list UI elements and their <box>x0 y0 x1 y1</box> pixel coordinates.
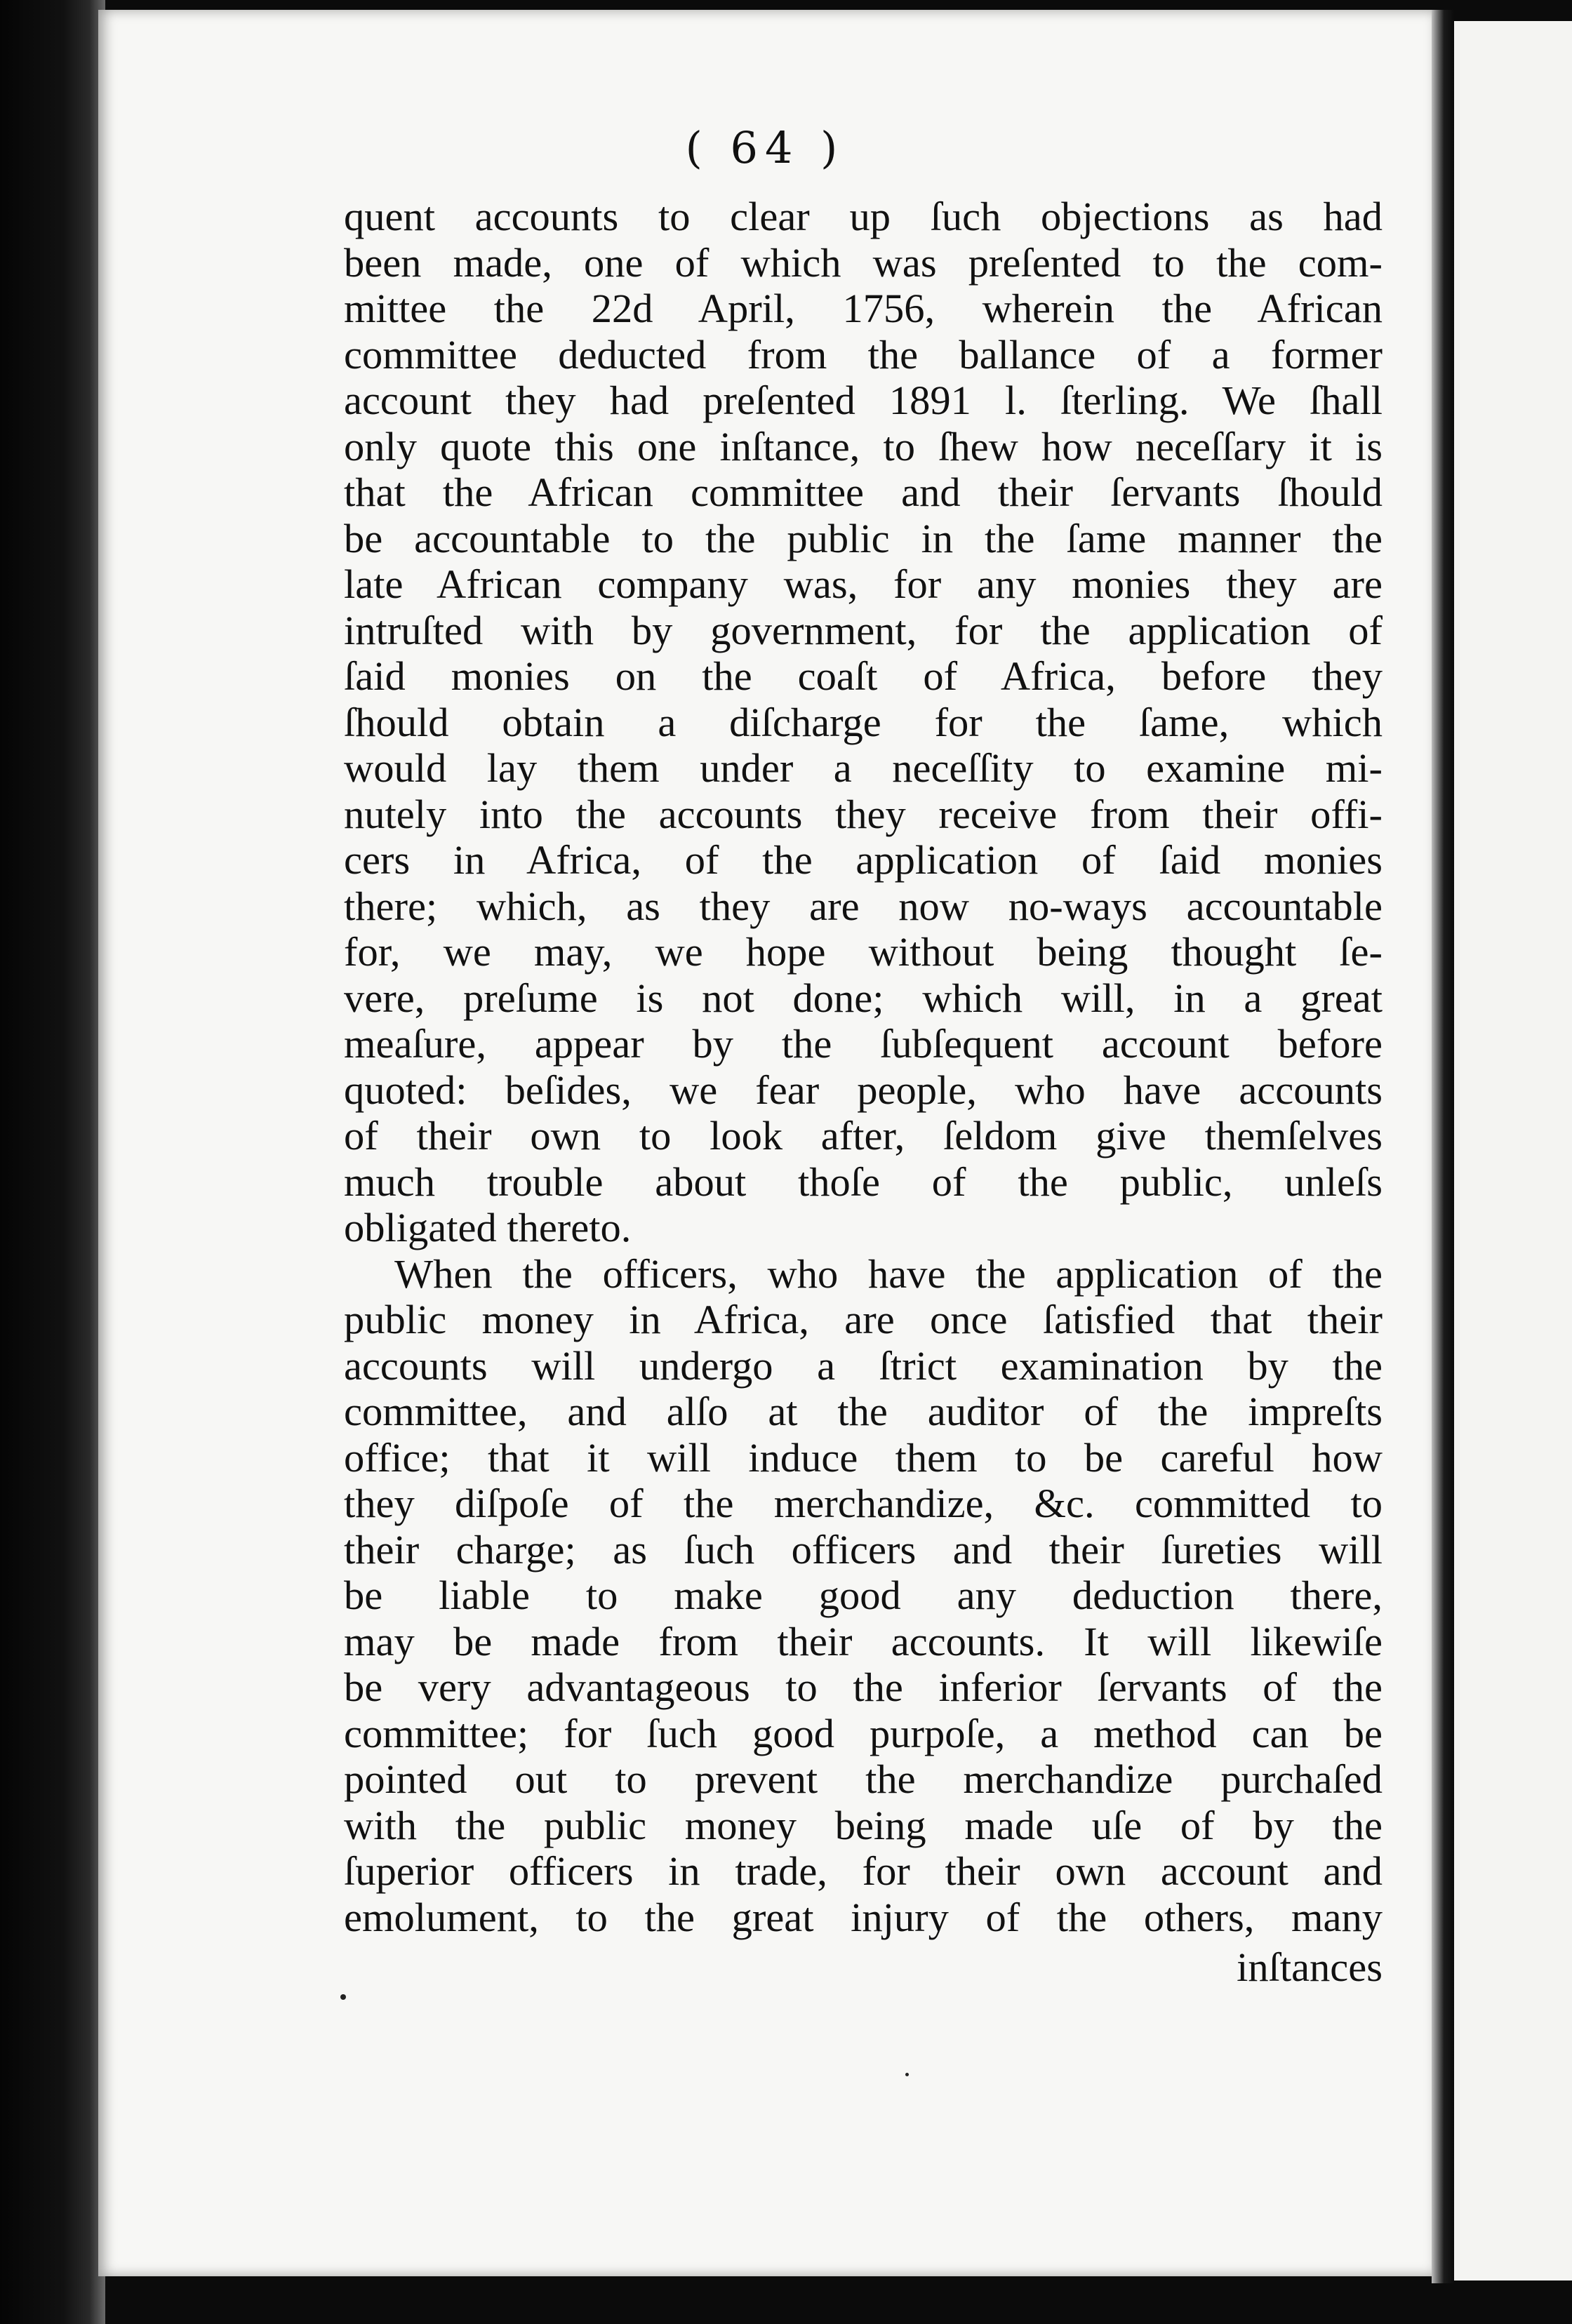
text-line: account they had preſented 1891 l. ſterling. We ſhall <box>344 378 1383 423</box>
text-line: much trouble about thoſe of the public, unleſs <box>344 1158 1383 1205</box>
text-line: been made, one of which was preſented to the com- <box>344 239 1383 286</box>
text-line: vere, preſume is not done; which will, in a great <box>344 975 1383 1021</box>
text-line: office; that it will induce them to be careful how <box>344 1434 1383 1481</box>
text-line: they diſpoſe of the merchandize, &c. committed to <box>344 1481 1383 1526</box>
text-line: committee; for ſuch good purpoſe, a method can be <box>344 1710 1383 1756</box>
page-number: ( 64 ) <box>685 122 845 173</box>
text-line: meaſure, appear by the ſubſequent account before <box>344 1021 1383 1067</box>
text-line: nutely into the accounts they receive from their offi- <box>344 791 1383 837</box>
text-line: emolument, to the great injury of the others, many <box>344 1894 1383 1940</box>
text-line: quoted: beſides, we fear people, who have accounts <box>344 1067 1383 1113</box>
text-line: pointed out to prevent the merchandize purchaſed <box>344 1756 1383 1802</box>
text-line: there; which, as they are now no-ways accountable <box>344 883 1383 929</box>
text-line: public money in Africa, are once ſatisfied that their <box>344 1297 1383 1342</box>
text-line: may be made from their accounts. It will likewiſe <box>344 1618 1383 1664</box>
text-line: for, we may, we hope without being thought ſe- <box>344 929 1383 975</box>
body-text <box>344 194 1383 1991</box>
facing-page-edge <box>1454 21 1572 2280</box>
text-line: with the public money being made uſe of by the <box>344 1802 1383 1848</box>
text-line: ſaid monies on the coaſt of Africa, before they <box>344 653 1383 699</box>
text-line: only quote this one inſtance, to ſhew how neceſſary it is <box>344 423 1383 469</box>
text-line: obligated thereto. <box>344 1205 632 1250</box>
text-line: mittee the 22d April, 1756, wherein the African <box>344 286 1383 331</box>
text-line: accounts will undergo a ſtrict examination by the <box>344 1342 1383 1389</box>
text-line: their charge; as ſuch officers and their ſureties will <box>344 1526 1383 1572</box>
text-line: committee, and alſo at the auditor of the impreſts <box>344 1389 1383 1434</box>
text-line: When the officers, who have the application of the <box>394 1250 1383 1297</box>
text-line: that the African committee and their ſervants ſhould <box>344 469 1383 515</box>
text-line: cers in Africa, of the application of ſaid monies <box>344 837 1383 883</box>
text-line: late African company was, for any monies they are <box>344 561 1383 607</box>
ink-speck <box>905 2073 909 2076</box>
text-line: quent accounts to clear up ſuch objections as had <box>344 194 1383 239</box>
text-line: be accountable to the public in the ſame manner the <box>344 515 1383 561</box>
gutter-shadow <box>1432 10 1454 2283</box>
book-page <box>98 10 1432 2276</box>
catchword: inſtances <box>1237 1944 1383 1990</box>
text-line: ſuperior officers in trade, for their own account and <box>344 1848 1383 1894</box>
text-line: would lay them under a neceſſity to examine mi- <box>344 745 1383 791</box>
text-line: ſhould obtain a diſcharge for the ſame, which <box>344 699 1383 745</box>
text-line: intruſted with by government, for the application of <box>344 607 1383 653</box>
ink-speck <box>340 1994 346 2000</box>
text-line: of their own to look after, ſeldom give themſelves <box>344 1113 1383 1158</box>
binding-shadow <box>0 0 105 2324</box>
paragraph-2 <box>344 1251 1383 1941</box>
text-line: be very advantageous to the inferior ſervants of the <box>344 1664 1383 1710</box>
text-line: be liable to make good any deduction there, <box>344 1572 1383 1618</box>
text-line: committee deducted from the ballance of a former <box>344 331 1383 378</box>
paragraph-1 <box>344 194 1383 1251</box>
